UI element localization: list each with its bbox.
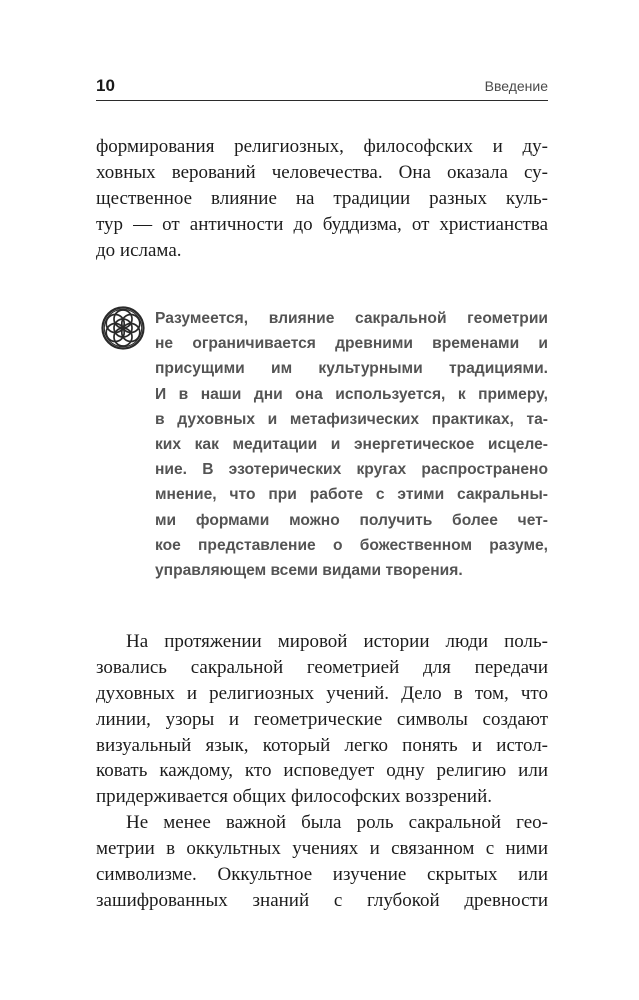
text-line: до ислама. bbox=[96, 239, 182, 261]
paragraph-2 bbox=[96, 629, 548, 914]
flower-of-life-icon bbox=[101, 306, 145, 350]
callout-box bbox=[101, 306, 548, 579]
callout-line: кое представление о божественном разуме, bbox=[155, 536, 548, 554]
callout-line: не ограничивается древними временами и bbox=[155, 335, 548, 353]
callout-line: мнение, что при работе с этими сакральны- bbox=[155, 486, 548, 504]
callout-line: ми формами можно получить более чет- bbox=[155, 511, 548, 529]
text-line: зовались сакральной геометрией для передачи bbox=[96, 656, 548, 678]
callout-line: И в наши дни она используется, к примеру, bbox=[155, 385, 548, 403]
callout-line: ких как медитации и энергетическое исцеле- bbox=[155, 435, 548, 453]
callout-line: в духовных и метафизических практиках, та- bbox=[155, 410, 548, 428]
text-line: визуальный язык, который легко понять и истол- bbox=[96, 734, 548, 756]
text-line: символизме. Оккультное изучение скрытых или bbox=[96, 864, 548, 886]
text-line: придерживается общих философских воззрений. bbox=[96, 786, 493, 808]
callout-line: присущими им культурными традициями. bbox=[155, 360, 548, 378]
text-line: Не менее важной была роль сакральной гео- bbox=[126, 812, 548, 834]
text-line: метрии в оккультных учениях и связанном с ними bbox=[96, 838, 548, 860]
callout-line: управляющем всеми видами творения. bbox=[155, 561, 463, 579]
page-header bbox=[96, 72, 548, 100]
text-line: ховных верований человечества. Она оказала су- bbox=[96, 161, 548, 183]
text-line: щественное влияние на традиции разных куль- bbox=[96, 187, 548, 209]
text-line: формирования религиозных, философских и ду- bbox=[96, 136, 548, 157]
text-line: зашифрованных знаний с глубокой древности bbox=[96, 889, 548, 911]
callout-line: ние. В эзотерических кругах распространено bbox=[155, 461, 548, 479]
paragraph-1 bbox=[96, 134, 548, 263]
running-head: Введение bbox=[484, 78, 548, 94]
text-line: ковать каждому, кто исповедует одну религию или bbox=[96, 760, 548, 782]
callout-line: Разумеется, влияние сакральной геометрии bbox=[155, 310, 548, 327]
page-number: 10 bbox=[96, 76, 115, 95]
text-line: тур — от античности до буддизма, от христианства bbox=[96, 213, 548, 235]
text-line: На протяжении мировой истории люди поль- bbox=[126, 631, 548, 652]
text-line: линии, узоры и геометрические символы создают bbox=[96, 708, 548, 730]
text-line: духовных и религиозных учений. Дело в том, что bbox=[96, 682, 548, 704]
header-rule bbox=[96, 100, 548, 101]
callout-text bbox=[155, 306, 548, 583]
